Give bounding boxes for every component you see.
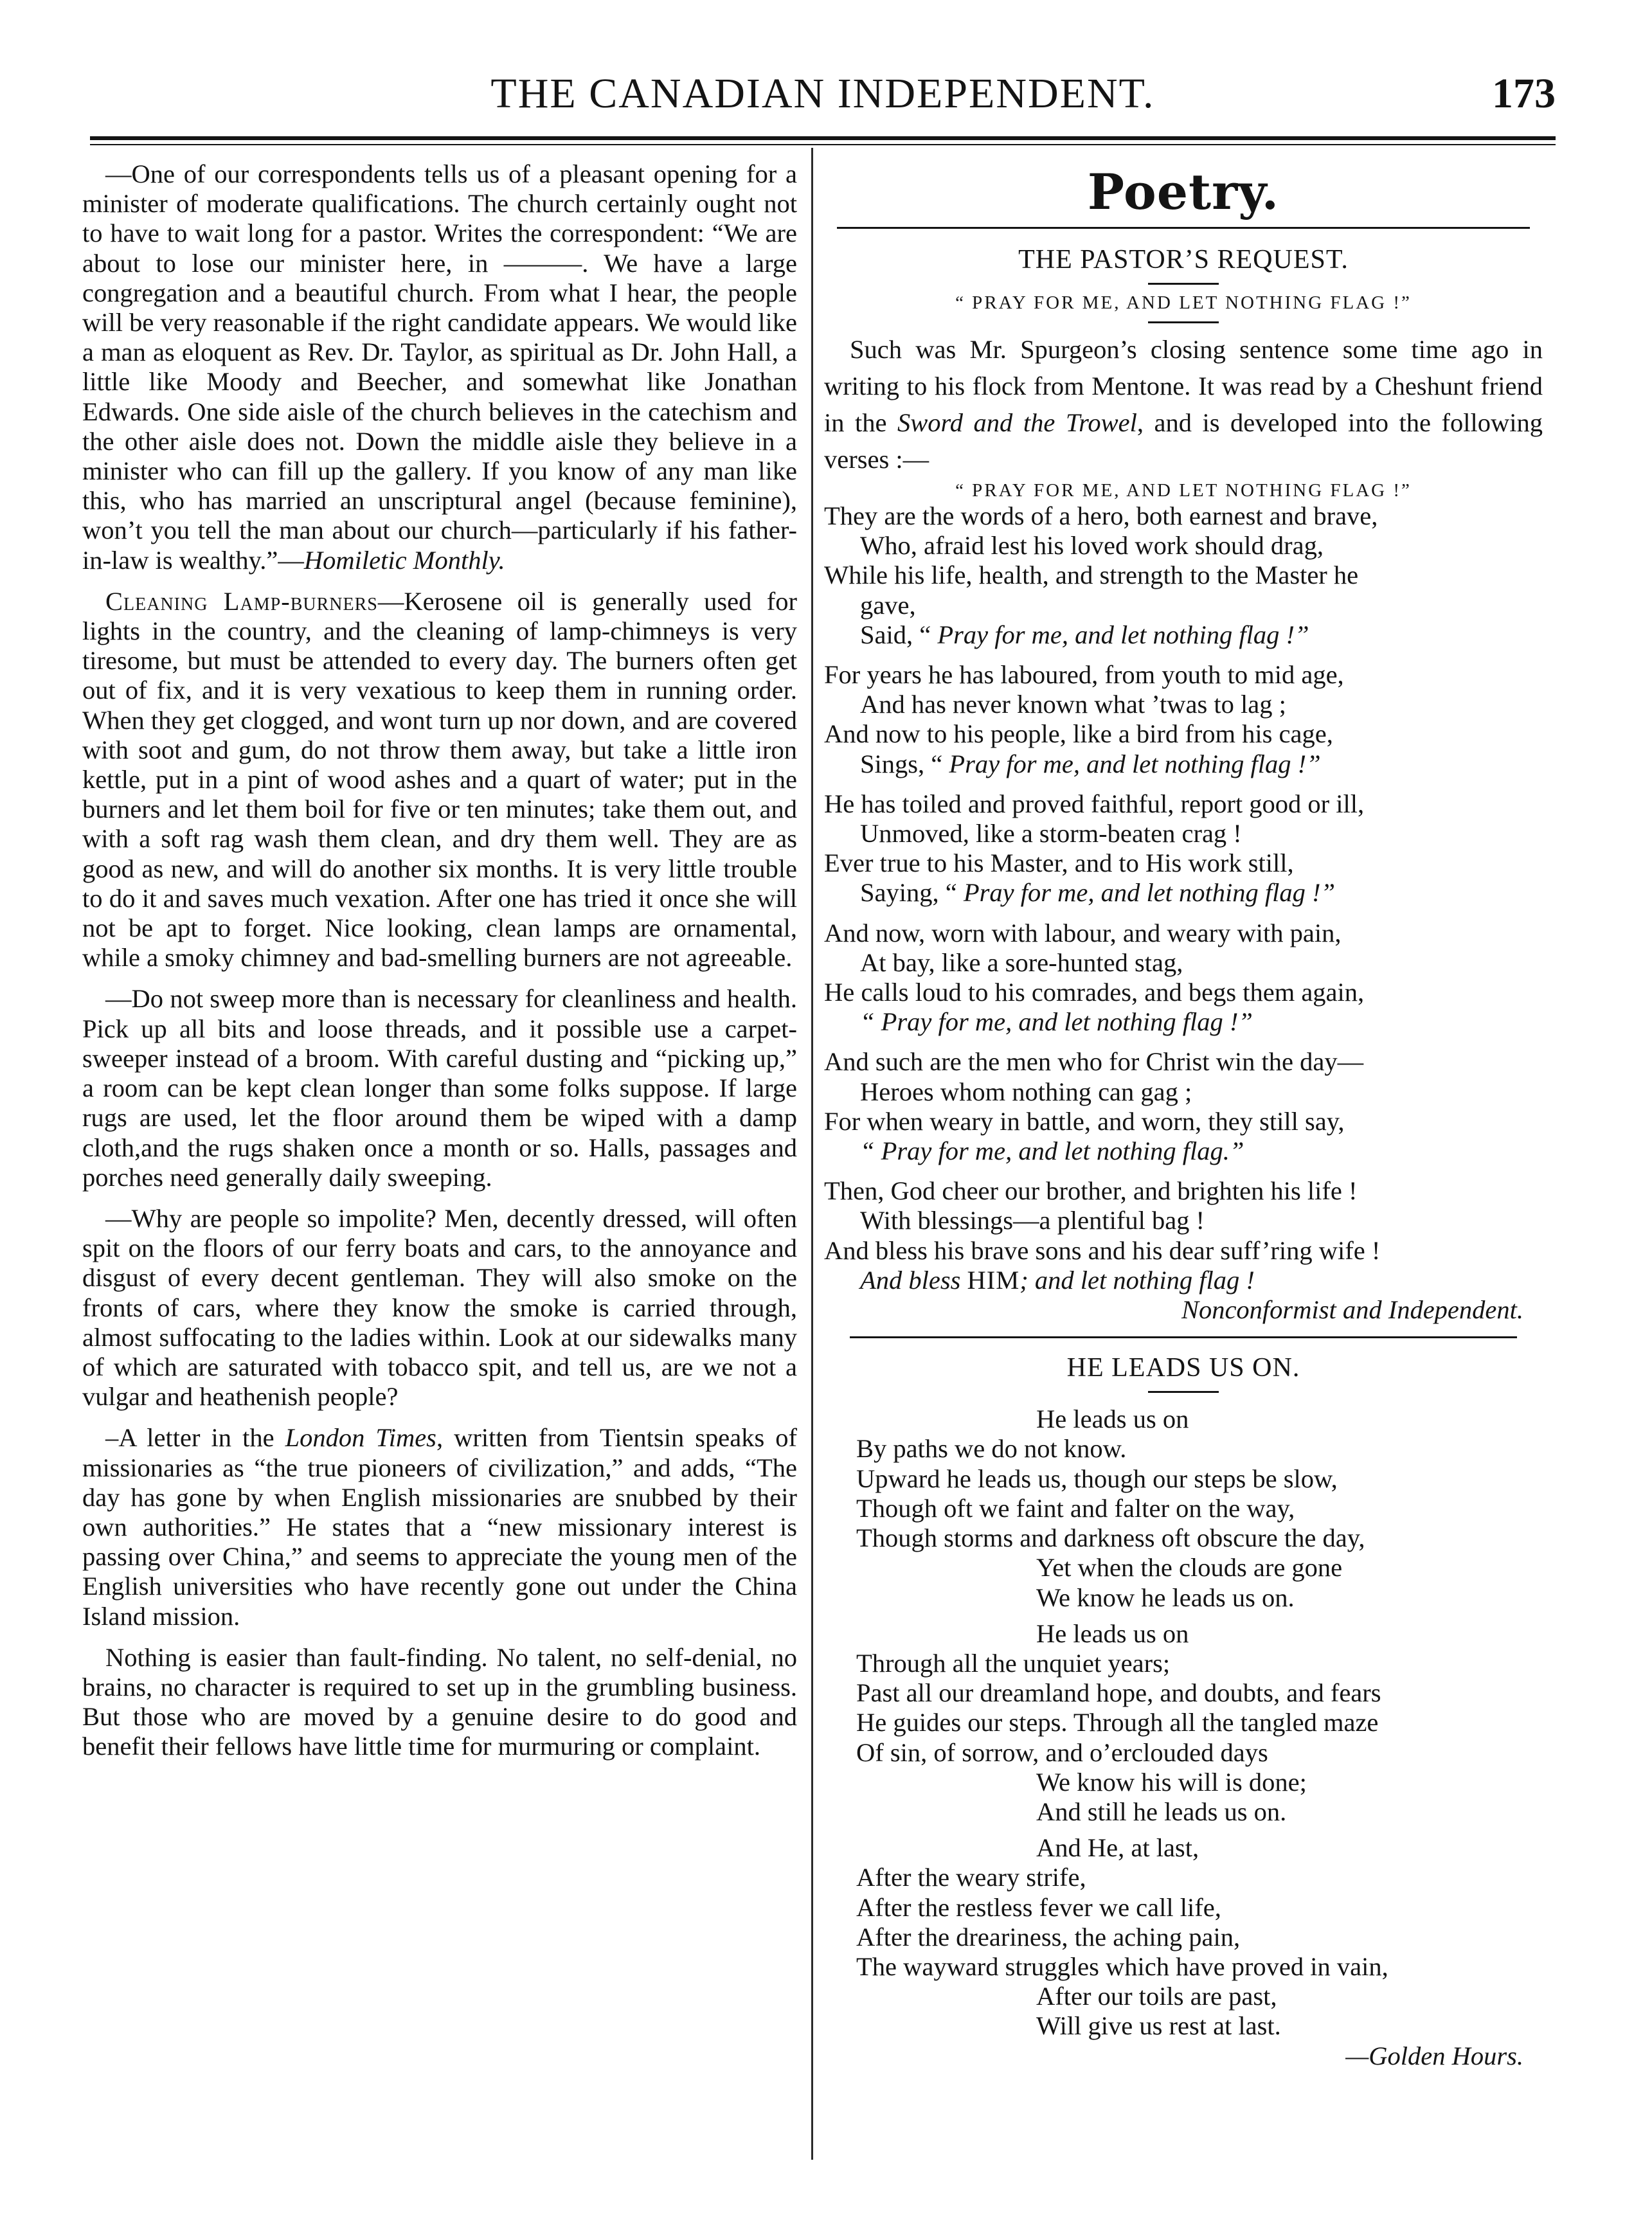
poem-line: Unmoved, like a storm-beaten crag ! [860, 819, 1242, 848]
article-minister [82, 159, 797, 575]
poem-epigraph: “ PRAY FOR ME, AND LET NOTHING FLAG !” [955, 292, 1412, 313]
poem-title-he-leads-us-on: HE LEADS US ON. [1066, 1353, 1300, 1383]
right-column [824, 159, 1543, 2071]
poem-refrain: Pray for me, and let nothing flag !” [963, 878, 1336, 908]
poem-line: For years he has laboured, from youth to mid age, [824, 660, 1344, 690]
poem-intro-pre: Such was Mr. Spurgeon’s closing sentence some time ago in writing to his flock from Mentone. It was read by a Cheshunt friend in the [824, 335, 1543, 437]
poem-line: Who, afraid lest his loved work should drag, [860, 531, 1324, 560]
poem-line [824, 620, 1543, 650]
poem-intro [824, 331, 1543, 478]
publication-title: THE CANADIAN INDEPENDENT. [490, 70, 1155, 117]
poem-line: He calls loud to his comrades, and begs them again, [824, 978, 1365, 1007]
poem-line-him: HIM [967, 1265, 1020, 1295]
poem-stanza [824, 789, 1543, 908]
poem-line-lead: And bless [860, 1265, 967, 1295]
poem-refrain: Pray for me, and let nothing flag !” [949, 749, 1321, 778]
poem-stanza [856, 1833, 1543, 2041]
article-lamp-burners [82, 587, 797, 973]
poem-stanza [856, 1619, 1543, 1827]
poem-intro-source: Sword and the Trowel [897, 408, 1137, 437]
page-number: 173 [1492, 70, 1556, 117]
article-impolite: —Why are people so impolite? Men, decently dressed, will often spit on the floors of our ferry boats and cars, to the annoyance and disgust of every decent gentleman. They will also smoke on the fronts of cars, where they know the smoke is carried through, almost suffocating to the ladies within. Look at our sidewalks many of which are saturated with tobacco spit, and tell us, are we not a vulgar and heathenish people? [82, 1203, 797, 1412]
poem-line: And now, worn with labour, and weary with pain, [824, 918, 1342, 947]
poem-line: Heroes whom nothing can gag ; [860, 1077, 1192, 1106]
poem-line: Through all the unquiet years; [856, 1648, 1171, 1678]
poem-line [824, 1266, 1543, 1295]
poem-epigraph-repeat: “ PRAY FOR ME, AND LET NOTHING FLAG !” [955, 480, 1412, 501]
poem-line: gave, [860, 590, 916, 620]
article-fault-finding: Nothing is easier than fault-finding. No talent, no self-denial, no brains, no character is required to set up in the grumbling business. But those who are moved by a genuine desire to do good and benefit their fellows have little time for murmuring or complaint. [82, 1642, 797, 1761]
short-rule [1148, 1391, 1219, 1393]
poem-line: With blessings—a plentiful bag ! [860, 1206, 1205, 1235]
poem-line [824, 749, 1543, 779]
poem-line [824, 878, 1543, 908]
poem-line: After the restless fever we call life, [856, 1892, 1221, 1922]
poem-refrain: “ Pray for me, and let nothing flag !” [860, 1007, 1253, 1037]
poem-stanza [824, 501, 1543, 650]
poem-attribution: —Golden Hours. [1345, 2041, 1523, 2070]
poem-line: Yet when the clouds are gone [1036, 1553, 1343, 1583]
poem-stanza [824, 660, 1543, 779]
poem-line: Then, God cheer our brother, and brighten his life ! [824, 1176, 1358, 1206]
poem-separator-rule [850, 1336, 1517, 1338]
poem-stanza [824, 919, 1543, 1037]
poem-line: Of sin, of sorrow, and o’erclouded days [856, 1737, 1268, 1767]
poem-stanza [824, 1047, 1543, 1166]
left-column [82, 159, 797, 1773]
article-london-times-post: , written from Tientsin speaks of missionaries as “the true pioneers of civilization,” and adds, “The day has gone by when English missionaries are snubbed by their own authorities.” He states that a “new missionary interest is passing over China,” and seems to appreciate the young men of the English universities who have recently gone out under the China Island mission. [82, 1423, 797, 1631]
article-lamp-burners-text: —Kerosene oil is generally used for lights in the country, and the cleaning of lamp-chimneys is very tiresome, but must be attended to every day. The burners often get out of fix, and it is very vexatious to keep them in running order. When they get clogged, and wont turn up nor down, and are covered with soot and gum, do not throw them away, but take a little iron kettle, put in a pint of wood ashes and a quart of water; put in the burners and let them boil for five or ten minutes; take them out, and with a soft rag wash them clean, and dry them well. They are as good as new, and will do another six months. It is very little trouble to do it and saves much vexation. After one has tried it once she will not be apt to forget. Nice looking, clean lamps are ornamental, while a smoky chimney and bad-smelling burners are not agreeable. [82, 586, 797, 973]
poem-line: And bless his brave sons and his dear suff’ring wife ! [824, 1235, 1381, 1265]
poem-title-pastors-request: THE PASTOR’S REQUEST. [1018, 245, 1349, 274]
poem-line-lead: Said, “ [860, 620, 938, 649]
poem-line: Though oft we faint and falter on the way, [856, 1493, 1295, 1523]
header-rule-thin [90, 144, 1556, 145]
poem-line: We know his will is done; [1036, 1767, 1307, 1797]
poem-line: And has never known what ’twas to lag ; [860, 690, 1286, 719]
poem-line: They are the words of a hero, both earnest and brave, [824, 501, 1378, 530]
poem-line: By paths we do not know. [856, 1434, 1127, 1464]
poem-he-leads-us-on [824, 1404, 1543, 2070]
poem-line: Ever true to his Master, and to His work still, [824, 848, 1294, 878]
poem-stanza [824, 1176, 1543, 1295]
poem-line: And now to his people, like a bird from his cage, [824, 719, 1333, 749]
poem-line: We know he leads us on. [1036, 1583, 1295, 1612]
poetry-section-heading: Poetry. [1087, 163, 1280, 220]
poem-line: He has toiled and proved faithful, report good or ill, [824, 789, 1365, 818]
poem-line: Past all our dreamland hope, and doubts, and fears [856, 1678, 1381, 1708]
poem-refrain: “ Pray for me, and let nothing flag.” [860, 1136, 1244, 1166]
poem-line: And such are the men who for Christ win the day— [824, 1047, 1364, 1077]
poem-line: Though storms and darkness oft obscure the day, [856, 1523, 1365, 1553]
poem-line: He guides our steps. Through all the tangled maze [856, 1708, 1379, 1737]
poem-refrain: Pray for me, and let nothing flag !” [937, 620, 1309, 649]
header-rule [90, 136, 1556, 140]
article-london-times-paper: London Times [285, 1423, 436, 1453]
poem-line-lead: Sings, “ [860, 749, 949, 778]
section-rule [837, 227, 1530, 229]
poem-line: For when weary in battle, and worn, they still say, [824, 1106, 1345, 1136]
poem-stanza [856, 1404, 1543, 1612]
poem-line: While his life, health, and strength to the Master he [824, 560, 1359, 590]
poem-intro-post: , and is developed into the following verses :— [824, 408, 1543, 474]
article-minister-text: —One of our correspondents tells us of a pleasant opening for a minister of moderate qualifications. The church certainly ought not to have to wait long for a pastor. Writes the correspondent: “We are about to lose our minister here, in ———. We have a large congregation and a beautiful church. From what I hear, the people will be very reasonable if the right candidate appears. We would like a man as eloquent as Rev. Dr. Taylor, as spiritual as Dr. John Hall, a little like Moody and Beecher, and somewhat like Jonathan Edwards. One side aisle of the church believes in the catechism and the other aisle does not. Down the middle aisle they believe in a minister who can fill up the gallery. If you know of any man like this, who has married an unscriptural angel (because feminine), won’t you tell the man about our church—particularly if his father-in-law is wealthy.”— [82, 159, 797, 575]
article-sweeping: —Do not sweep more than is necessary for cleanliness and health. Pick up all bits and loose threads, and it possible use a carpet-sweeper instead of a broom. With careful dusting and “picking up,” a room can be kept clean longer than some folks suppose. If large rugs are used, let the floor around them be wiped with a damp cloth,and the rugs shaken once a month or so. Halls, passages and porches need generally daily sweeping. [82, 984, 797, 1192]
page-header [77, 64, 1568, 129]
poem-line: After our toils are past, [1036, 1982, 1277, 2011]
article-london-times-pre: –A letter in the [105, 1423, 285, 1453]
article-minister-source: Homiletic Monthly. [303, 545, 505, 575]
column-divider [811, 148, 813, 2160]
poem-line: And He, at last, [1036, 1833, 1199, 1863]
poem-line: And still he leads us on. [1036, 1797, 1287, 1826]
poem-line-tail: ; and let nothing flag ! [1019, 1265, 1255, 1295]
poem-line: He leads us on [1036, 1404, 1189, 1434]
short-rule [1148, 283, 1219, 285]
poem-line: The wayward struggles which have proved in vain, [856, 1951, 1388, 1981]
article-london-times [82, 1423, 797, 1631]
poem-line: He leads us on [1036, 1619, 1189, 1648]
poem-line: After the weary strife, [856, 1863, 1086, 1892]
poem-line: At bay, like a sore-hunted stag, [860, 947, 1183, 977]
poem-line: Upward he leads us, though our steps be slow, [856, 1464, 1338, 1493]
article-lamp-burners-heading: Cleaning Lamp-burners [105, 586, 378, 616]
poem-line: Will give us rest at last. [1036, 2011, 1281, 2041]
poem-line: After the dreariness, the aching pain, [856, 1922, 1241, 1951]
short-rule [1148, 321, 1219, 323]
poem-attribution: Nonconformist and Independent. [1181, 1295, 1523, 1325]
poem-line-lead: Saying, “ [860, 878, 964, 908]
